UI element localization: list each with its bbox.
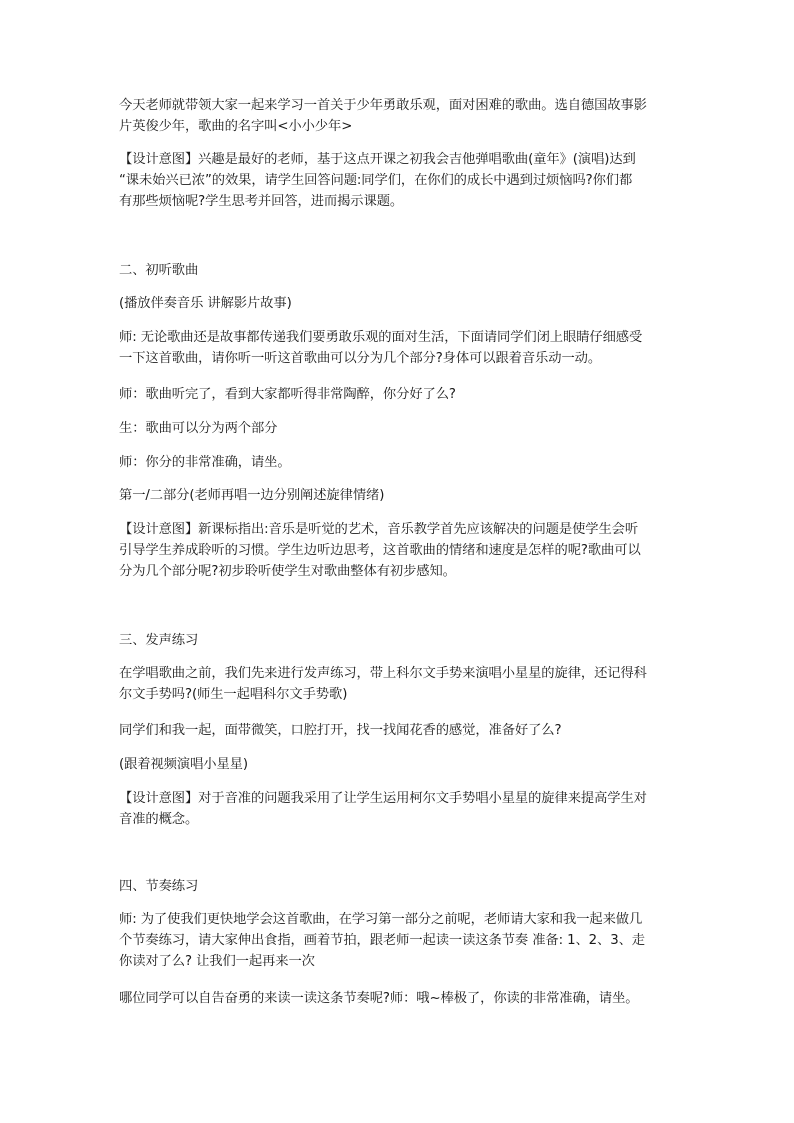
text-line: 今天老师就带领大家一起来学习一首关于少年勇敢乐观，面对困难的歌曲。选自德国故事影 [119,98,647,113]
text-line: 第一/二部分(老师再唱一边分别阐述旋律情绪) [119,488,385,503]
text-line: 分为几个部分呢?初步聆听使学生对歌曲整体有初步感知。 [119,564,456,579]
text-line: (跟着视频演唱小星星) [119,757,248,772]
text-line: 【设计意图】新课标指出:音乐是听觉的艺术，音乐教学首先应该解决的问题是使学生会听 [119,522,639,537]
text-line: 三、发声练习 [119,633,199,648]
paragraph-design-intent-1 [119,149,679,212]
text-line: 【设计意图】兴趣是最好的老师，基于这点开课之初我会吉他弹唱歌曲(童年》(演唱)达到 [119,152,636,167]
text-line: 一下这首歌曲，请你听一听这首歌曲可以分为几个部分?身体可以跟着音乐动一动。 [119,351,602,366]
text-line: 同学们和我一起，面带微笑，口腔打开，找一找闻花香的感觉，准备好了么? [119,723,562,738]
paragraph-teacher-1 [119,327,679,369]
text-line: 音准的概念。 [119,812,199,827]
text-line: 师：歌曲听完了，看到大家都听得非常陶醉，你分好了么? [119,387,456,402]
text-line: 四、节奏练习 [119,879,199,894]
text-line: 你读对了么? 让我们一起再来一次 [119,954,315,969]
text-line: 二、初听歌曲 [119,263,199,278]
text-line: 师：你分的非常准确，请坐。 [119,455,291,470]
paragraph-play-music [119,293,679,314]
text-line: 师: 为了使我们更快地学会这首歌曲，在学习第一部分之前呢，老师请大家和我一起来做几 [119,912,643,927]
text-line: 引导学生养成聆听的习惯。学生边听边思考，这首歌曲的情绪和速度是怎样的呢?歌曲可以 [119,543,641,558]
text-line: “课未始兴已浓”的效果，请学生回答问题:同学们，在你们的成长中遇到过烦恼吗?你们都 [119,173,633,188]
text-line: 【设计意图】对于音准的问题我采用了让学生运用柯尔文手势唱小星星的旋律来提高学生对 [119,791,647,806]
text-line: 师: 无论歌曲还是故事都传递我们要勇敢乐观的面对生活，下面请同学们闭上眼睛仔细感受 [119,330,643,345]
text-line: (播放伴奏音乐 讲解影片故事) [119,296,292,311]
text-line: 哪位同学可以自告奋勇的来读一读这条节奏呢?师：哦~棒极了，你读的非常准确，请坐。 [119,991,639,1006]
paragraph-intro [119,95,679,137]
section-heading-4 [119,876,679,897]
paragraph-teacher-3 [119,452,679,473]
paragraph-student [119,418,679,439]
paragraph-vocal-1 [119,663,679,705]
paragraph-rhythm-1 [119,909,679,972]
text-line: 有那些烦恼呢?学生思考并回答，进而揭示课题。 [119,194,404,209]
paragraph-vocal-2 [119,720,679,741]
paragraph-rhythm-2 [119,988,679,1009]
text-line: 片英俊少年，歌曲的名字叫<小小少年> [119,119,353,134]
section-heading-2 [119,260,679,281]
text-line: 尔文手势吗?(师生一起唱科尔文手势歌) [119,687,348,702]
paragraph-vocal-3 [119,754,679,775]
paragraph-parts [119,485,679,506]
text-line: 生：歌曲可以分为两个部分 [119,421,278,436]
paragraph-design-intent-3 [119,788,679,830]
paragraph-design-intent-2 [119,519,679,582]
text-line: 个节奏练习，请大家伸出食指，画着节拍，跟老师一起读一读这条节奏 准备: 1、2、3、走 [119,933,645,948]
paragraph-teacher-2 [119,384,679,405]
section-heading-3 [119,630,679,651]
text-line: 在学唱歌曲之前，我们先来进行发声练习，带上科尔文手势来演唱小星星的旋律，还记得科 [119,666,647,681]
